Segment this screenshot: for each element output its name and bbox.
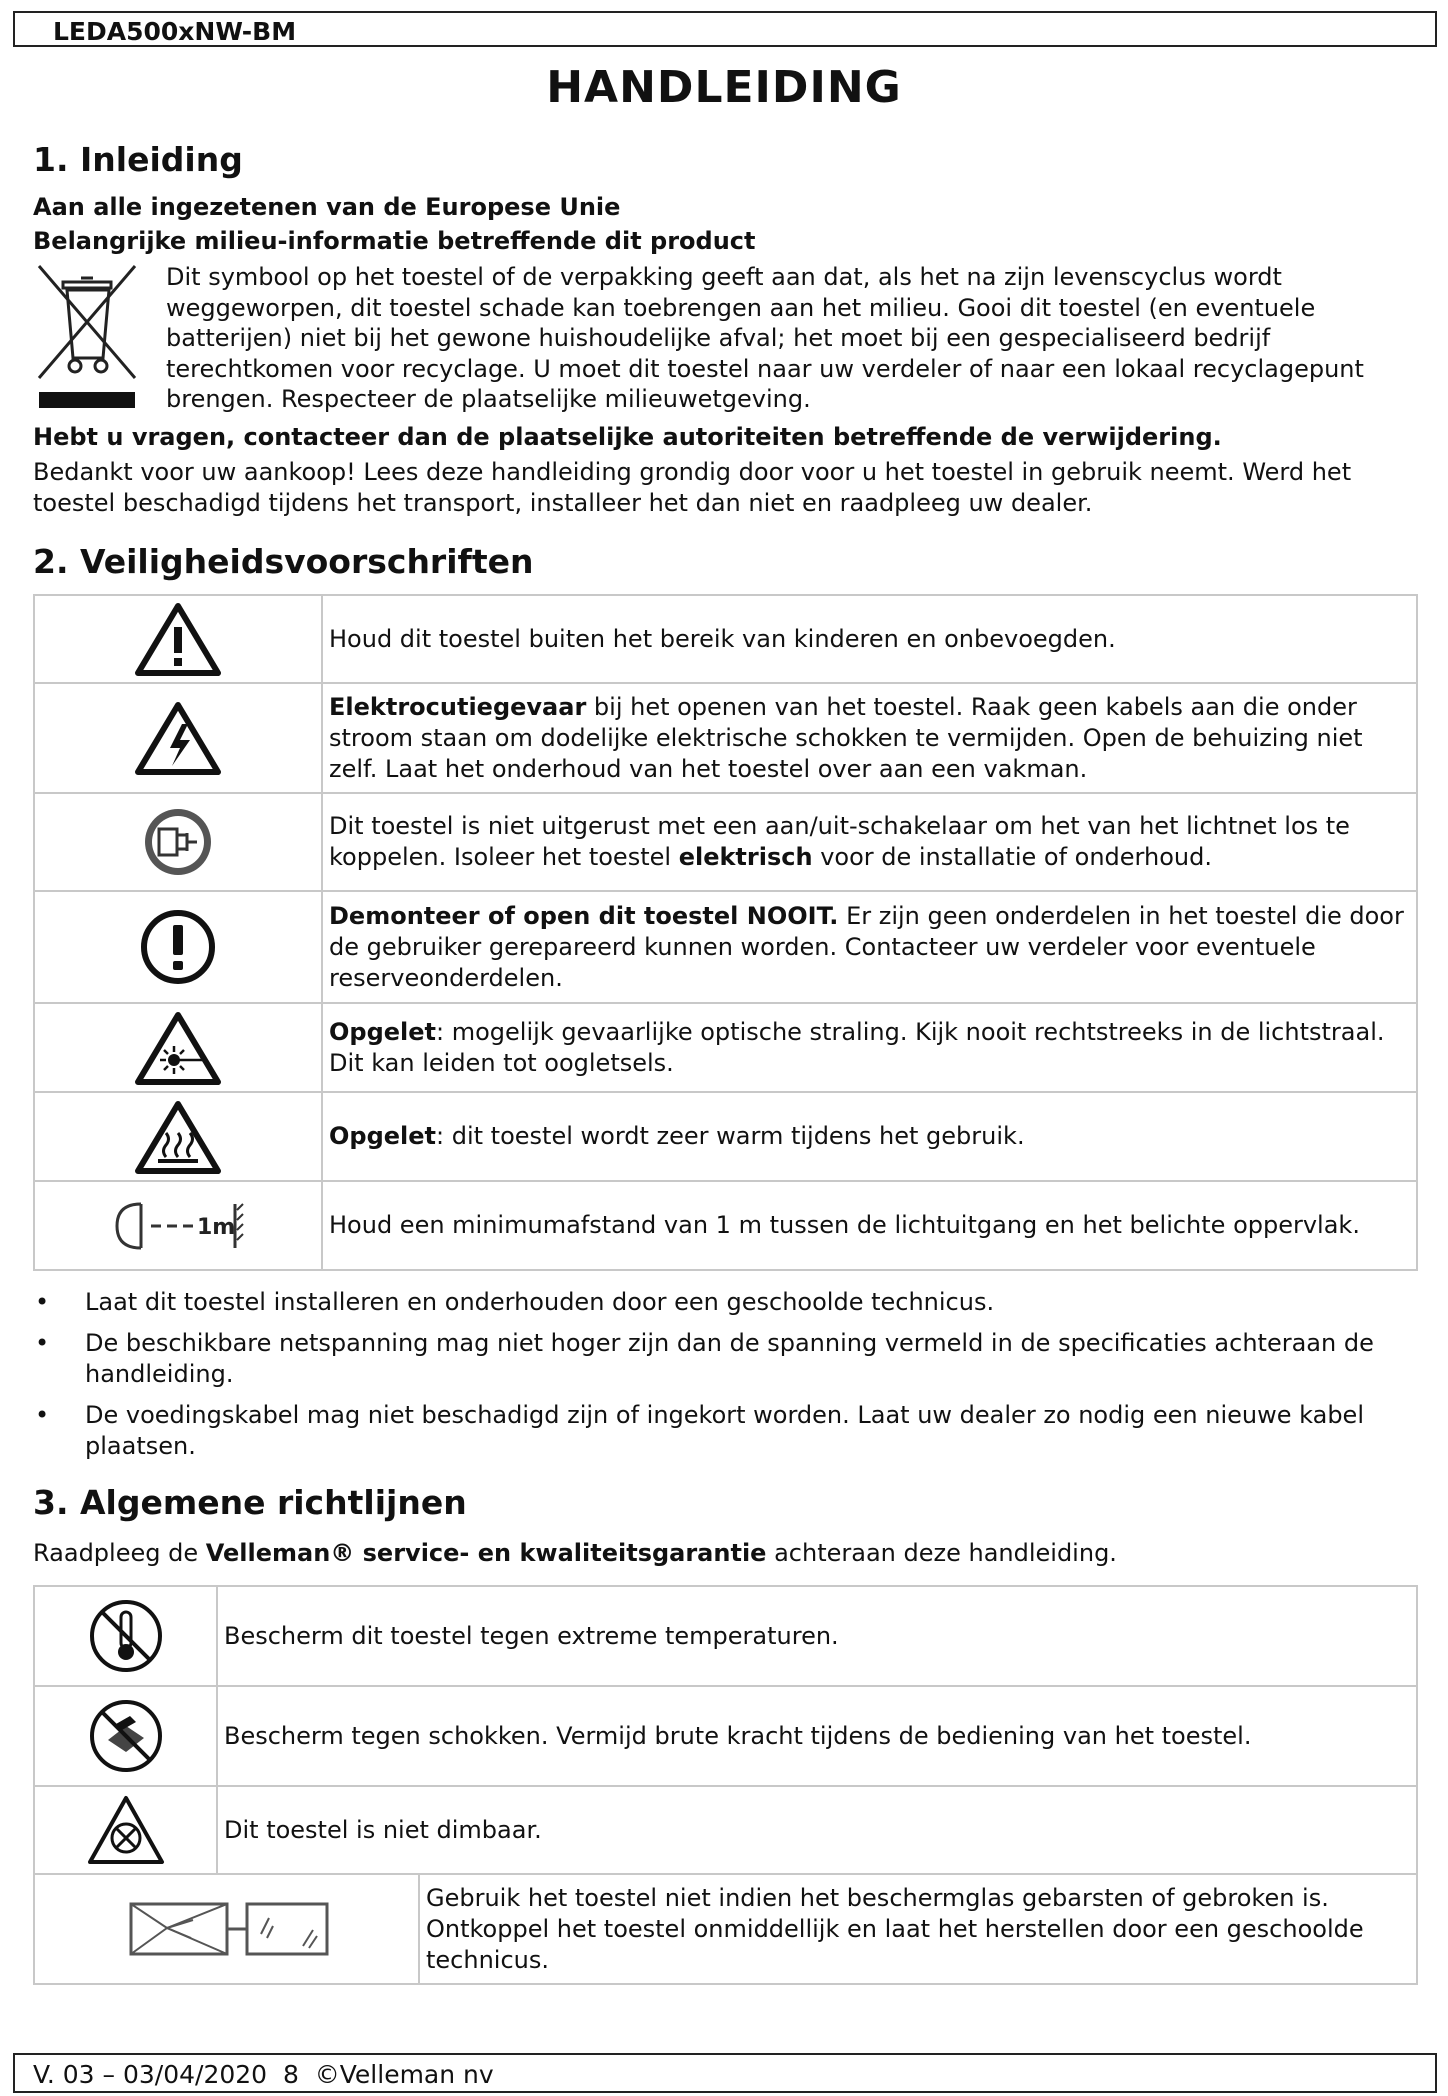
table-row (34, 1092, 1417, 1181)
thanks-paragraph: Bedankt voor uw aankoop! Lees deze handleiding grondig door voor u het toestel in gebruik neemt. Werd het toestel beschadigd tijdens het transport, installeer het dan niet en raadpleeg uw dealer. (33, 458, 1352, 517)
weee-bin-icon (33, 262, 141, 412)
disconnect-plug-icon (34, 793, 322, 891)
list-item: • De voedingskabel mag niet beschadigd zijn of ingekort worden. Laat uw dealer zo nodig een nieuwe kabel plaatsen. (33, 1400, 1423, 1462)
row-text: Houd dit toestel buiten het bereik van kinderen en onbevoegden. (322, 595, 1417, 683)
row-text: Elektrocutiegevaar bij het openen van het toestel. Raak geen kabels aan die onder stroom staan om dodelijke elektrische schokken te vermijden. Open de behuizing niet zelf. Laat het onderhoud van het toestel over aan een vakman. (322, 683, 1417, 793)
list-item: • Laat dit toestel installeren en onderhouden door een geschoolde technicus. (33, 1287, 1423, 1318)
guidelines-intro: Raadpleeg de Velleman® service- en kwaliteitsgarantie achteraan deze handleiding. (33, 1539, 1117, 1567)
row-text: Bescherm tegen schokken. Vermijd brute kracht tijdens de bediening van het toestel. (217, 1686, 1417, 1786)
table-row (34, 595, 1417, 683)
electric-shock-icon (34, 683, 322, 793)
laser-radiation-icon (34, 1003, 322, 1092)
table-row (34, 1586, 1417, 1686)
table-row (34, 1003, 1417, 1092)
safety-bullet-list (33, 1287, 1423, 1472)
section-heading-safety: 2. Veiligheidsvoorschriften (33, 542, 534, 581)
row-text: Bescherm dit toestel tegen extreme temperaturen. (217, 1586, 1417, 1686)
no-shock-icon (34, 1686, 217, 1786)
document-title: HANDLEIDING (546, 62, 902, 113)
table-row (34, 891, 1417, 1003)
table-row (34, 793, 1417, 891)
questions-paragraph: Hebt u vragen, contacteer dan de plaatselijke autoriteiten betreffende de verwijdering. (33, 423, 1222, 451)
no-extreme-temperature-icon (34, 1586, 217, 1686)
table-row (34, 1686, 1417, 1786)
table-row (34, 683, 1417, 793)
row-text: Demonteer of open dit toestel NOOIT. Er zijn geen onderdelen in het toestel die door de gebruiker gerepareerd kunnen worden. Contacteer uw verdeler voor eventuele reserveonderdelen. (322, 891, 1417, 1003)
table-row (34, 1786, 1417, 1874)
row-text: Houd een minimumafstand van 1 m tussen de lichtuitgang en het belichte oppervlak. (322, 1181, 1417, 1270)
warning-triangle-icon (34, 595, 322, 683)
footer-text: V. 03 – 03/04/2020 8 ©Velleman nv (33, 2060, 494, 2089)
row-text: Gebruik het toestel niet indien het beschermglas gebarsten of gebroken is. Ontkoppel het toestel onmiddellijk en laat het herstellen door een geschoolde technicus. (419, 1874, 1417, 1984)
not-dimmable-icon (34, 1786, 217, 1874)
eu-subheading: Aan alle ingezetenen van de Europese Unie (33, 193, 621, 221)
distance-label: 1m (197, 1214, 236, 1240)
section-heading-guidelines: 3. Algemene richtlijnen (33, 1483, 467, 1522)
environment-subheading: Belangrijke milieu-informatie betreffende dit product (33, 227, 756, 255)
row-text: Dit toestel is niet uitgerust met een aan/uit-schakelaar om het van het lichtnet los te koppelen. Isoleer het toestel elektrisch voor de installatie of onderhoud. (322, 793, 1417, 891)
document-footer (13, 2053, 1437, 2093)
minimum-distance-icon (34, 1181, 322, 1270)
row-text: Opgelet: dit toestel wordt zeer warm tijdens het gebruik. (322, 1092, 1417, 1181)
exclamation-circle-icon (34, 891, 322, 1003)
hot-surface-icon (34, 1092, 322, 1181)
weee-paragraph: Dit symbool op het toestel of de verpakking geeft aan dat, als het na zijn levenscyclus wordt weggeworpen, dit toestel schade kan toebrengen aan het milieu. Gooi dit toestel (en eventuele batterijen) niet bij het gewone huishoudelijke afval; het moet bij een gespecialiseerd bedrijf terechtkomen voor recyclage. U moet dit toestel naar uw verdeler of naar een lokaal recyclagepunt brengen. Respecteer de plaatselijke milieuwetgeving. (166, 263, 1364, 413)
document-header (13, 11, 1437, 47)
broken-glass-icon (34, 1874, 419, 1984)
model-number: LEDA500xNW-BM (53, 17, 297, 46)
guidelines-table (33, 1585, 1418, 1985)
section-heading-inleiding: 1. Inleiding (33, 140, 243, 179)
row-text: Dit toestel is niet dimbaar. (217, 1786, 1417, 1874)
table-row (34, 1181, 1417, 1270)
table-row (34, 1874, 1417, 1984)
list-item: • De beschikbare netspanning mag niet hoger zijn dan de spanning vermeld in de specificaties achteraan de handleiding. (33, 1328, 1423, 1390)
row-text: Opgelet: mogelijk gevaarlijke optische straling. Kijk nooit rechtstreeks in de lichtstraal. Dit kan leiden tot oogletsels. (322, 1003, 1417, 1092)
safety-table (33, 594, 1418, 1271)
